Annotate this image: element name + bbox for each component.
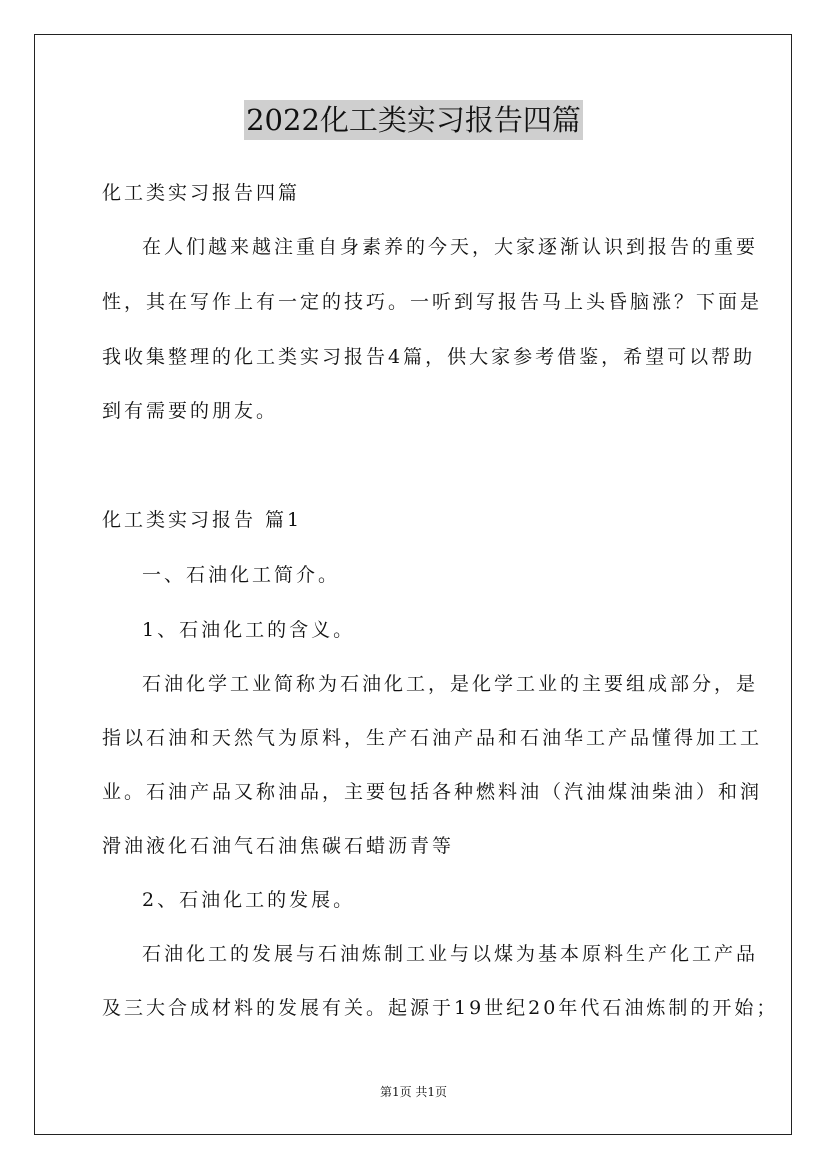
subsection-2-title: 2、石油化工的发展。 xyxy=(142,889,356,911)
intro-line-2: 性，其在写作上有一定的技巧。一听到写报告马上头昏脑涨？下面是 xyxy=(102,291,763,313)
document-title: 2022化工类实习报告四篇 xyxy=(244,100,583,140)
para-2-line-1: 石油化工的发展与石油炼制工业与以煤为基本原料生产化工产品 xyxy=(142,943,759,965)
document-subtitle: 化工类实习报告四篇 xyxy=(102,182,301,204)
intro-line-4: 到有需要的朋友。 xyxy=(102,400,279,422)
title-container xyxy=(0,100,827,140)
para-2-line-2: 及三大合成材料的发展有关。起源于19世纪20年代石油炼制的开始； xyxy=(102,997,779,1019)
intro-line-3: 我收集整理的化工类实习报告4篇，供大家参考借鉴，希望可以帮助 xyxy=(102,346,756,368)
section-heading: 化工类实习报告 篇1 xyxy=(102,509,303,531)
para-1-line-3: 业。石油产品又称油品，主要包括各种燃料油（汽油煤油柴油）和润 xyxy=(102,781,763,803)
para-1-line-4: 滑油液化石油气石油焦碳石蜡沥青等 xyxy=(102,835,455,857)
para-1-line-1: 石油化学工业简称为石油化工，是化学工业的主要组成部分，是 xyxy=(142,673,759,695)
intro-line-1: 在人们越来越注重自身素养的今天，大家逐渐认识到报告的重要 xyxy=(142,236,759,258)
page-footer: 第1页 共1页 xyxy=(379,1085,448,1099)
para-1-line-2: 指以石油和天然气为原料，生产石油产品和石油华工产品懂得加工工 xyxy=(102,727,763,749)
section-1-title: 一、石油化工简介。 xyxy=(142,564,341,586)
subsection-1-title: 1、石油化工的含义。 xyxy=(142,619,356,641)
